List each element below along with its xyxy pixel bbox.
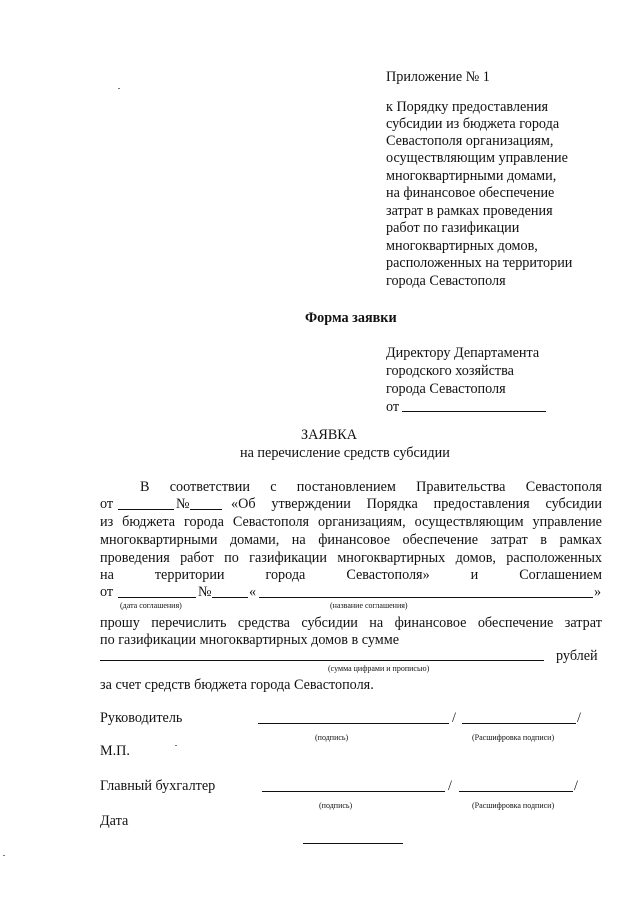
addressee-line: городского хозяйства bbox=[386, 363, 514, 379]
word: прошу bbox=[100, 615, 140, 631]
accountant-decode-caption: (Расшифровка подписи) bbox=[472, 801, 555, 810]
sum-caption: (сумма цифрами и прописью) bbox=[328, 664, 430, 673]
head-slash: / bbox=[452, 710, 456, 726]
word: газификации bbox=[249, 550, 327, 566]
appendix-line: расположенных на территории bbox=[386, 255, 573, 271]
accountant-label: Главный бухгалтер bbox=[100, 778, 216, 794]
appendix-line: затрат в рамках проведения bbox=[386, 203, 553, 219]
word: рамках bbox=[559, 532, 602, 548]
agreement-date-caption: (дата соглашения) bbox=[120, 601, 182, 610]
body-line-4 bbox=[100, 532, 602, 549]
word: субсидии bbox=[301, 615, 358, 631]
word: проведения bbox=[100, 550, 170, 566]
body-line-7-no: № bbox=[198, 584, 212, 600]
body-line-8 bbox=[100, 615, 602, 632]
addressee-from-label: от bbox=[386, 399, 400, 415]
word: финансовое bbox=[318, 532, 391, 548]
appendix-line: города Севастополя bbox=[386, 273, 506, 289]
accountant-decode-field[interactable] bbox=[459, 791, 573, 792]
word: финансовое bbox=[394, 615, 467, 631]
scan-speck bbox=[175, 745, 177, 746]
word: из bbox=[100, 514, 114, 530]
appendix-line: осуществляющим управление bbox=[386, 150, 568, 166]
accountant-signature-field[interactable] bbox=[262, 791, 445, 792]
body-line-11: за счет средств бюджета города Севастополя. bbox=[100, 677, 374, 693]
head-signature-field[interactable] bbox=[258, 723, 449, 724]
addressee-line: Директору Департамента bbox=[386, 345, 540, 361]
word: на bbox=[369, 615, 384, 631]
addressee-line: города Севастополя bbox=[386, 381, 506, 397]
appendix-line: субсидии из бюджета города bbox=[386, 116, 560, 132]
word: на bbox=[291, 532, 306, 548]
word: домов, bbox=[455, 550, 496, 566]
body-line-9: по газификации многоквартирных домов в сумме bbox=[100, 632, 399, 648]
word: средства bbox=[237, 615, 290, 631]
body-line-7-from: от bbox=[100, 584, 114, 600]
head-label: Руководитель bbox=[100, 710, 183, 726]
word: многоквартирных bbox=[337, 550, 446, 566]
word: в bbox=[540, 532, 547, 548]
date-label: Дата bbox=[100, 813, 129, 829]
appendix-line: работ по газификации bbox=[386, 220, 520, 236]
accountant-slash-end: / bbox=[574, 778, 578, 794]
word: по bbox=[224, 550, 239, 566]
agreement-name-caption: (название соглашения) bbox=[330, 601, 408, 610]
appendix-line: многоквартирными домами, bbox=[386, 168, 557, 184]
word: управление bbox=[532, 514, 602, 530]
head-decode-field[interactable] bbox=[462, 723, 576, 724]
head-slash-end: / bbox=[577, 710, 581, 726]
word: бюджета bbox=[122, 514, 176, 530]
currency-label: рублей bbox=[556, 648, 598, 664]
doc-title: ЗАЯВКА bbox=[301, 427, 357, 443]
appendix-line: на финансовое обеспечение bbox=[386, 185, 555, 201]
word: организациям, bbox=[318, 514, 406, 530]
body-line-1: В соответствии с постановлением Правительства Севастополя bbox=[140, 479, 602, 495]
word: обеспечение bbox=[477, 615, 554, 631]
agreement-date-field[interactable] bbox=[118, 597, 196, 598]
body-line-2-no: № bbox=[176, 496, 190, 512]
word: многоквартирными bbox=[100, 532, 218, 548]
head-decode-caption: (Расшифровка подписи) bbox=[472, 733, 555, 742]
form-title: Форма заявки bbox=[305, 310, 397, 326]
appendix-line: многоквартирных домов, bbox=[386, 238, 538, 254]
body-line-5 bbox=[100, 550, 602, 567]
word: обеспечение bbox=[402, 532, 479, 548]
agreement-name-field[interactable] bbox=[259, 597, 593, 598]
appendix-title: Приложение № 1 bbox=[386, 69, 490, 85]
word: осуществляющим bbox=[414, 514, 524, 530]
sum-field[interactable] bbox=[100, 660, 544, 661]
word: Севастополя bbox=[232, 514, 310, 530]
word: домами, bbox=[229, 532, 280, 548]
body-line-2-from: от bbox=[100, 496, 114, 512]
head-sign-caption: (подпись) bbox=[315, 733, 349, 742]
stamp-label: М.П. bbox=[100, 743, 130, 759]
word: перечислить bbox=[151, 615, 227, 631]
word: города bbox=[184, 514, 224, 530]
date-field[interactable] bbox=[303, 843, 403, 844]
body-line-7-open-quote: « bbox=[249, 584, 257, 600]
appendix-line: Севастополя организациям, bbox=[386, 133, 554, 149]
word: расположенных bbox=[506, 550, 602, 566]
body-line-2-text: «Об утверждении Порядка предоставления субсидии bbox=[231, 496, 602, 512]
doc-subtitle: на перечисление средств субсидии bbox=[240, 445, 450, 461]
addressee-from-field[interactable] bbox=[402, 411, 546, 412]
scan-speck bbox=[118, 88, 120, 89]
accountant-sign-caption: (подпись) bbox=[319, 801, 353, 810]
resolution-date-field[interactable] bbox=[118, 509, 174, 510]
accountant-slash: / bbox=[448, 778, 452, 794]
agreement-number-field[interactable] bbox=[212, 597, 248, 598]
resolution-number-field[interactable] bbox=[190, 509, 222, 510]
body-line-3 bbox=[100, 514, 602, 531]
word: работ bbox=[180, 550, 214, 566]
body-line-7-close-quote: » bbox=[594, 584, 602, 600]
word: затрат bbox=[490, 532, 528, 548]
word: затрат bbox=[564, 615, 602, 631]
body-line-6: на территории города Севастополя» и Соглашением bbox=[100, 567, 602, 583]
appendix-line: к Порядку предоставления bbox=[386, 99, 548, 115]
scan-speck bbox=[3, 855, 5, 856]
